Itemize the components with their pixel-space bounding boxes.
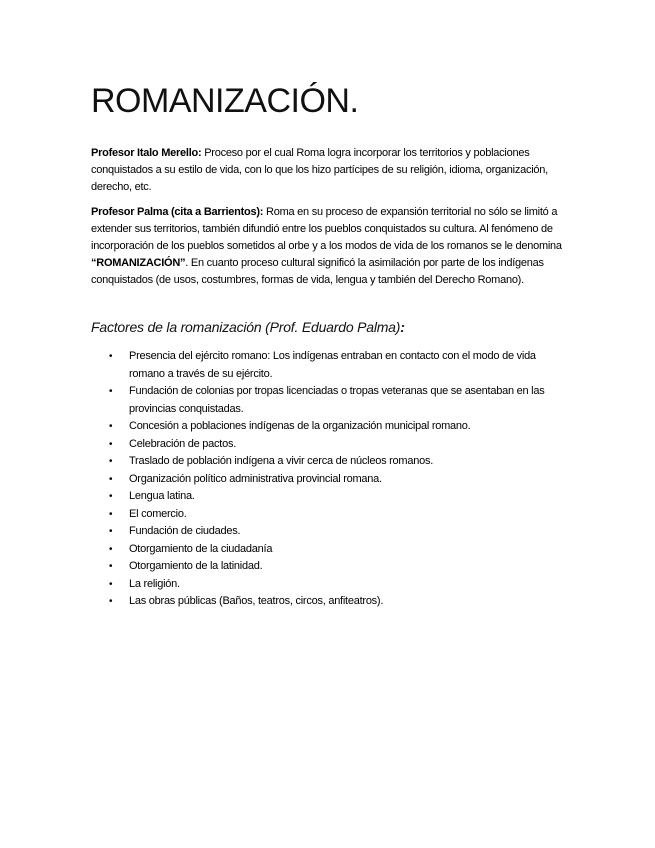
definition-merello: Proceso por el cual Roma logra incorporar los territorios y poblaciones conquistados a su estilo de vida, con lo que los hizo partícipes de su religión, idioma, organización, derecho, etc. — [91, 147, 548, 193]
list-item — [91, 418, 566, 436]
paragraph-palma — [91, 204, 566, 289]
bullet-icon: • — [109, 473, 113, 485]
bullet-icon: • — [109, 508, 113, 520]
section-heading-text: Factores de la romanización (Prof. Eduardo Palma) — [91, 319, 401, 335]
list-item-text: Fundación de colonias por tropas licenciadas o tropas veteranas que se asentaban en las provincias conquistadas. — [129, 385, 545, 415]
paragraph-merello — [91, 145, 566, 196]
list-item — [91, 471, 566, 489]
bullet-icon: • — [109, 578, 113, 590]
bullet-icon: • — [109, 526, 113, 537]
bullet-icon: • — [109, 421, 113, 432]
list-item-text: El comercio. — [129, 507, 187, 520]
author-merello: Profesor Italo Merello: — [91, 147, 202, 159]
factors-list — [91, 348, 566, 611]
list-item-text: Lengua latina. — [129, 490, 195, 502]
list-item — [91, 383, 566, 418]
list-item — [91, 541, 566, 559]
list-item — [91, 506, 566, 524]
document-page — [91, 80, 566, 611]
section-heading-colon: : — [400, 319, 405, 335]
section-heading — [91, 318, 566, 336]
bullet-icon: • — [109, 386, 113, 397]
definition-palma-after: . En cuanto proceso cultural significó la asimilación por parte de los indígenas conquistados (de usos, costumbres, formas de vida, lengua y también del Derecho Romano). — [91, 257, 544, 286]
bullet-icon: • — [109, 351, 113, 362]
romanizacion-emphasis: “ROMANIZACIÓN” — [91, 257, 186, 269]
list-item — [91, 523, 566, 541]
list-item-text: Otorgamiento de la latinidad. — [129, 560, 263, 572]
list-item — [91, 348, 566, 383]
bullet-icon: • — [109, 491, 113, 502]
author-palma: Profesor Palma (cita a Barrientos): — [91, 206, 264, 218]
list-item-text: La religión. — [129, 577, 180, 590]
list-item — [91, 558, 566, 576]
page-title: ROMANIZACIÓN. — [91, 82, 359, 120]
list-item — [91, 436, 566, 454]
list-item — [91, 488, 566, 506]
list-item-text: Presencia del ejército romano: Los indígenas entraban en contacto con el modo de vida romano a través de su ejército. — [129, 350, 536, 380]
bullet-icon: • — [109, 438, 113, 450]
bullet-icon: • — [109, 561, 113, 572]
definition-palma-before: Roma en su proceso de expansión territorial no sólo se limitó a extender sus territorios, también difundió entre los pueblos conquistados su cultura. Al fenómeno de incorporación de los pueblos sometidos al orbe y a los modos de vida de los romanos se le denomina — [91, 206, 562, 252]
bullet-icon: • — [109, 543, 113, 555]
list-item — [91, 593, 566, 611]
list-item-text: Traslado de población indígena a vivir cerca de núcleos romanos. — [129, 455, 433, 467]
list-item-text: Las obras públicas (Baños, teatros, circos, anfiteatros). — [129, 595, 384, 607]
list-item-text: Otorgamiento de la ciudadanía — [129, 542, 273, 555]
list-item-text: Celebración de pactos. — [129, 437, 237, 450]
list-item-text: Concesión a poblaciones indígenas de la organización municipal romano. — [129, 420, 471, 432]
list-item-text: Organización político administrativa provincial romana. — [129, 472, 382, 485]
bullet-icon: • — [109, 456, 113, 467]
list-item-text: Fundación de ciudades. — [129, 525, 241, 537]
list-item — [91, 576, 566, 594]
bullet-icon: • — [109, 596, 113, 607]
list-item — [91, 453, 566, 471]
